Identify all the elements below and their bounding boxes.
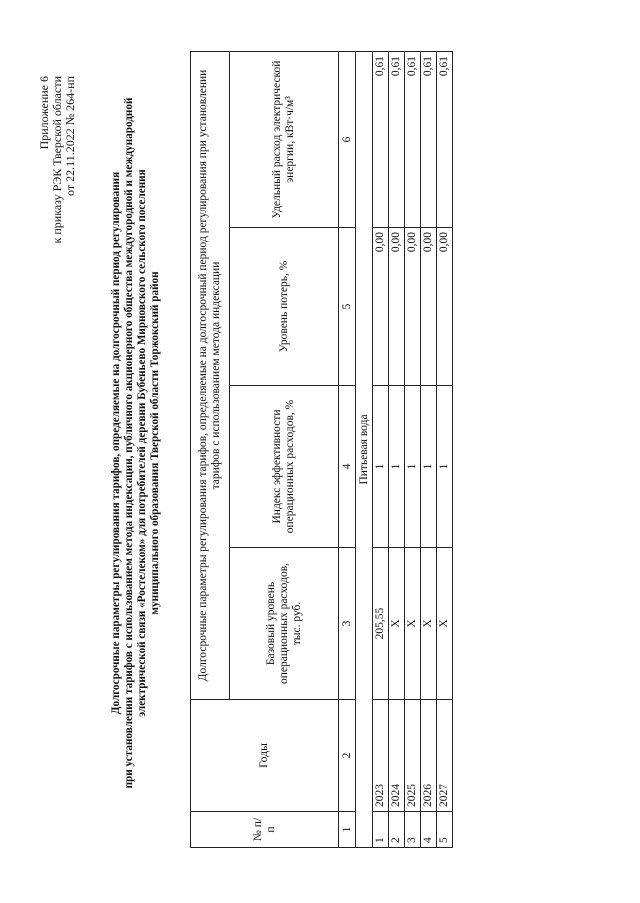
col-number: 1: [339, 812, 356, 848]
cell-base: Х: [389, 548, 405, 700]
cell-year: 2027: [437, 700, 453, 812]
tariff-parameters-table: [190, 51, 453, 848]
cell-base: Х: [437, 548, 453, 700]
col-number: 5: [339, 228, 356, 386]
cell-num: 4: [421, 812, 437, 848]
table-row: [405, 51, 421, 847]
cell-num: 5: [437, 812, 453, 848]
document-title: [110, 53, 162, 833]
cell-consumption: 0,61: [437, 51, 453, 227]
header-losses: Уровень потерь, %: [230, 228, 339, 386]
col-number: 6: [339, 51, 356, 227]
cell-base: Х: [405, 548, 421, 700]
cell-num: 1: [373, 812, 389, 848]
cell-efficiency: 1: [389, 386, 405, 548]
header-base-level: Базовый уровень операционных расходов, тыс. руб.: [230, 548, 339, 700]
cell-losses: 0,00: [373, 228, 389, 386]
cell-consumption: 0,61: [405, 51, 421, 227]
col-number: 3: [339, 548, 356, 700]
cell-losses: 0,00: [421, 228, 437, 386]
cell-year: 2024: [389, 700, 405, 812]
header-efficiency: Индекс эффективности операционных расходов, %: [230, 386, 339, 548]
cell-efficiency: 1: [373, 386, 389, 548]
title-line-3: электрической связи «Ростелеком» для потребителей деревни Бубеньево Мирновского сельского поселения: [136, 169, 148, 717]
cell-base: Х: [421, 548, 437, 700]
header-row-top: [191, 51, 230, 847]
cell-num: 2: [389, 812, 405, 848]
title-line-4: муниципального образования Тверской области Торжокский район: [149, 271, 161, 615]
table-row: [373, 51, 389, 847]
header-years: Годы: [191, 700, 339, 812]
header-num: № п/п: [191, 812, 339, 848]
cell-consumption: 0,61: [421, 51, 437, 227]
appendix-line-2: к приказу РЭК Тверской области: [50, 76, 64, 244]
column-number-row: [339, 51, 356, 847]
section-title: Питьевая вода: [356, 51, 373, 847]
appendix-line-1: Приложение 6: [37, 76, 51, 150]
col-number: 2: [339, 700, 356, 812]
table-row: [421, 51, 437, 847]
section-row: [356, 51, 373, 847]
cell-losses: 0,00: [389, 228, 405, 386]
title-line-2: при установлении тарифов с использованием метода индексации, публичного акционерного общества междугородной и международной: [123, 97, 135, 789]
cell-consumption: 0,61: [373, 51, 389, 227]
cell-efficiency: 1: [421, 386, 437, 548]
col-number: 4: [339, 386, 356, 548]
appendix-note: [38, 76, 77, 243]
table-row: [437, 51, 453, 847]
cell-year: 2026: [421, 700, 437, 812]
header-consumption: Удельный расход электрической энергии, кВт·ч/м³: [230, 51, 339, 227]
cell-year: 2023: [373, 700, 389, 812]
cell-efficiency: 1: [405, 386, 421, 548]
cell-losses: 0,00: [405, 228, 421, 386]
cell-losses: 0,00: [437, 228, 453, 386]
cell-consumption: 0,61: [389, 51, 405, 227]
cell-base: 205,55: [373, 548, 389, 700]
appendix-line-3: от 22.11.2022 № 264-нп: [63, 76, 77, 196]
table-row: [389, 51, 405, 847]
header-group: Долгосрочные параметры регулирования тарифов, определяемые на долгосрочный период регулирования при установлении тарифов с использованием метода индексации: [191, 51, 230, 699]
title-line-1: Долгосрочные параметры регулирования тарифов, определяемые на долгосрочный период регулирования: [110, 171, 122, 715]
cell-num: 3: [405, 812, 421, 848]
cell-efficiency: 1: [437, 386, 453, 548]
cell-year: 2025: [405, 700, 421, 812]
